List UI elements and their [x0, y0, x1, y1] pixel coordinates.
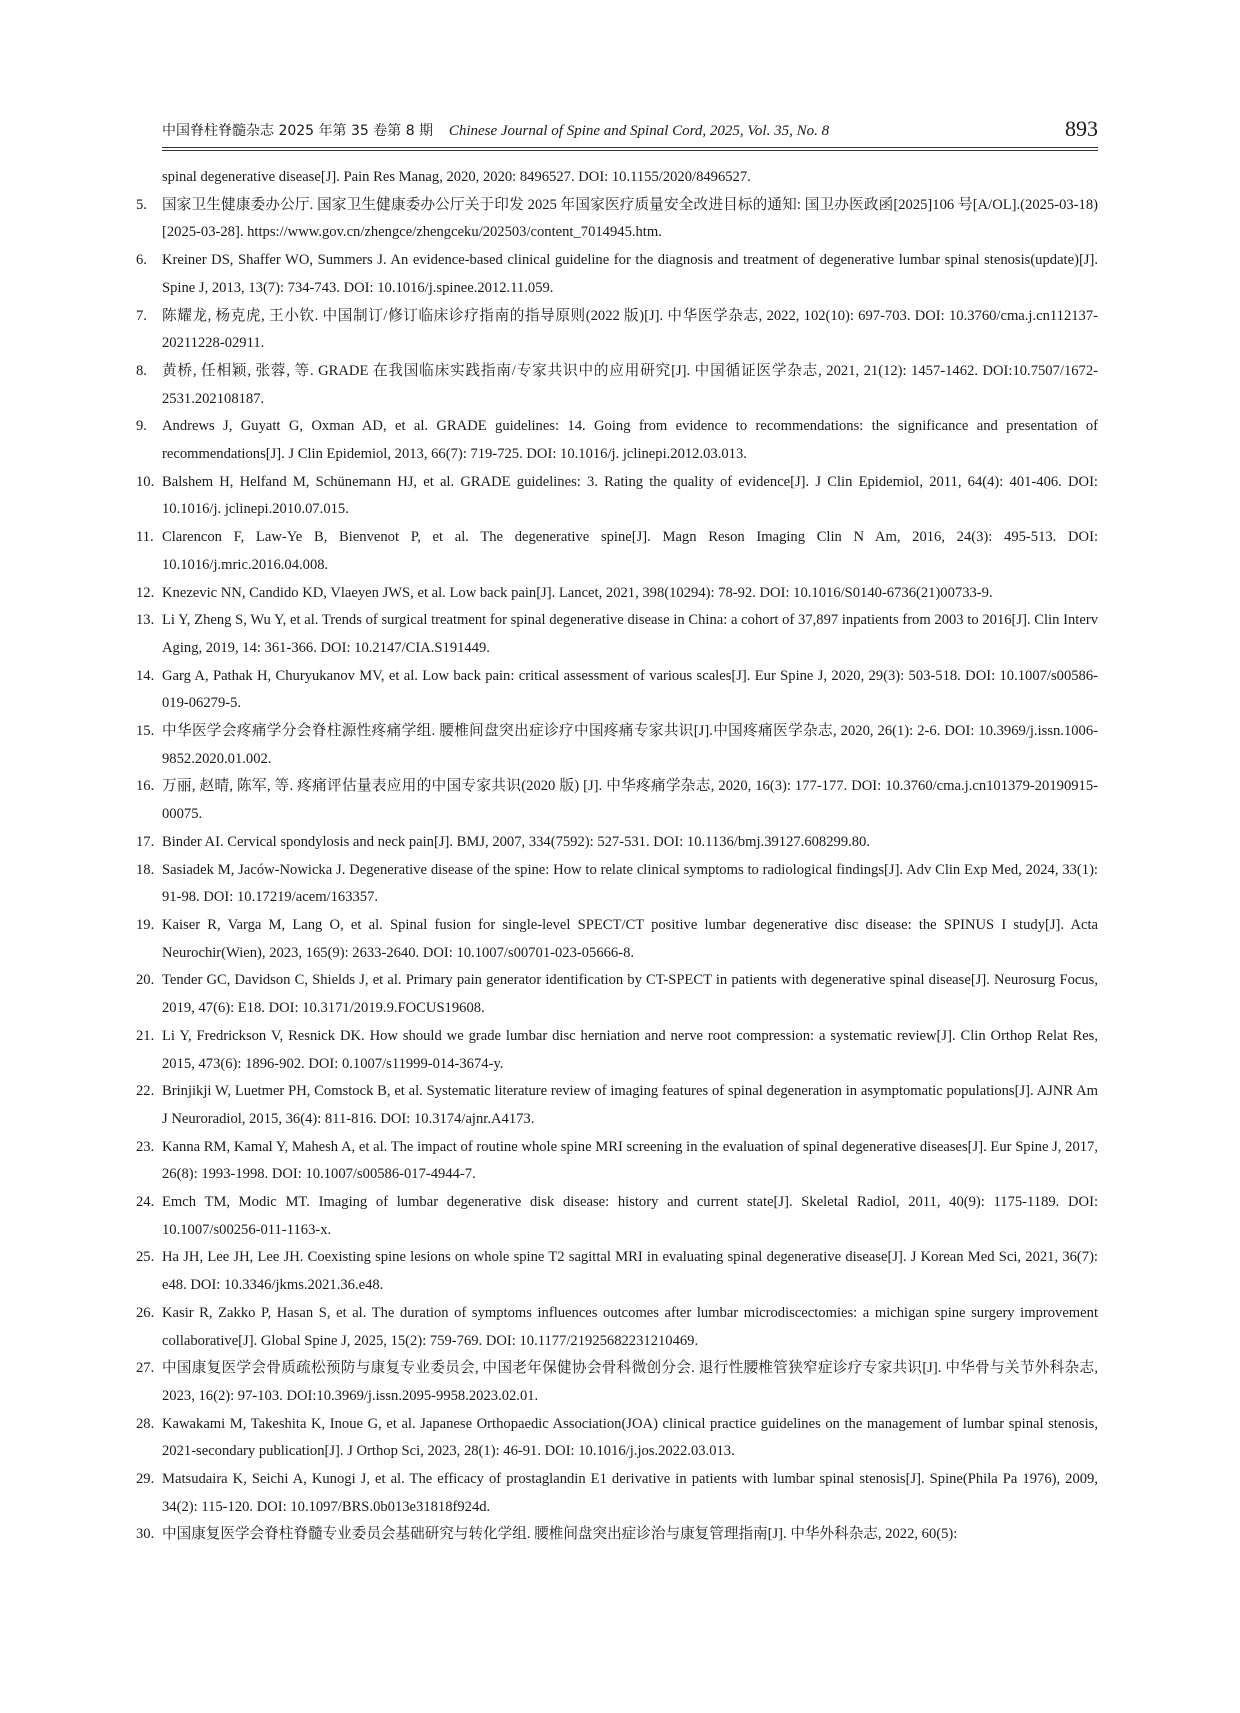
reference-text: Garg A, Pathak H, Churyukanov MV, et al. Low back pain: critical assessment of various scales[J]. Eur Spine J, 2020, 29(3): 503-518. DOI: 10.1007/s00586-019-06279-5. [162, 667, 1098, 712]
reference-item [136, 192, 1098, 247]
reference-number: 10. [136, 473, 155, 490]
reference-item [136, 912, 1098, 967]
reference-item [136, 358, 1098, 413]
reference-number: 9. [136, 418, 147, 435]
reference-number: 8. [136, 362, 147, 379]
reference-number: 19. [136, 916, 155, 933]
reference-text: 万丽, 赵晴, 陈军, 等. 疼痛评估量表应用的中国专家共识(2020 版) [J]. 中华疼痛学杂志, 2020, 16(3): 177-177. DOI: 10.3760/cma.j.cn101379-20190915-00075. [162, 778, 1098, 823]
reference-number: 18. [136, 861, 155, 878]
reference-item [136, 829, 1098, 857]
reference-item [136, 1355, 1098, 1410]
reference-number: 13. [136, 612, 155, 629]
reference-item [136, 580, 1098, 608]
reference-list [136, 164, 1098, 1549]
reference-item [136, 1023, 1098, 1078]
header-divider [162, 147, 1098, 151]
reference-item [136, 1466, 1098, 1521]
reference-item [136, 967, 1098, 1022]
reference-item [136, 663, 1098, 718]
reference-text: Binder AI. Cervical spondylosis and neck pain[J]. BMJ, 2007, 334(7592): 527-531. DOI: 10.1136/bmj.39127.608299.80. [162, 833, 871, 850]
reference-number: 26. [136, 1304, 155, 1321]
reference-number: 21. [136, 1027, 155, 1044]
reference-text: Kreiner DS, Shaffer WO, Summers J. An evidence-based clinical guideline for the diagnosis and treatment of degenerative lumbar spinal stenosis(update)[J]. Spine J, 2013, 13(7): 734-743. DOI: 10.1016/j.spinee.2012.11.059. [162, 252, 1098, 296]
reference-item [136, 1411, 1098, 1466]
reference-item [136, 1244, 1098, 1299]
reference-item [136, 524, 1098, 579]
reference-text: 陈耀龙, 杨克虎, 王小钦. 中国制订/修订临床诊疗指南的指导原则(2022 版)[J]. 中华医学杂志, 2022, 102(10): 697-703. DOI: 10.3760/cma.j.cn112137-20211228-02911. [162, 307, 1098, 352]
reference-text: Li Y, Zheng S, Wu Y, et al. Trends of surgical treatment for spinal degenerative disease in China: a cohort of 37,897 inpatients from 2003 to 2016[J]. Clin Interv Aging, 2019, 14: 361-366. DOI: 10.2147/CIA.S191449. [162, 612, 1098, 656]
reference-number: 24. [136, 1194, 155, 1211]
reference-number: 16. [136, 778, 155, 795]
reference-number: 29. [136, 1471, 155, 1488]
reference-item [136, 1300, 1098, 1355]
reference-text: Tender GC, Davidson C, Shields J, et al. Primary pain generator identification by CT-SPECT in patients with degenerative spinal disease[J]. Neurosurg Focus, 2019, 47(6): E18. DOI: 10.3171/2019.9.FOCUS19608. [162, 972, 1098, 1017]
reference-number: 23. [136, 1138, 155, 1155]
reference-text: Clarencon F, Law-Ye B, Bienvenot P, et al. The degenerative spine[J]. Magn Reson Imaging Clin N Am, 2016, 24(3): 495-513. DOI: 10.1016/j.mric.2016.04.008. [162, 529, 1098, 573]
reference-number: 28. [136, 1415, 155, 1432]
reference-item [136, 607, 1098, 662]
reference-item [136, 303, 1098, 358]
journal-title-en: Chinese Journal of Spine and Spinal Cord, 2025, Vol. 35, No. 8 [448, 123, 830, 139]
reference-number: 30. [136, 1526, 155, 1543]
reference-text: Ha JH, Lee JH, Lee JH. Coexisting spine lesions on whole spine T2 sagittal MRI in evaluating spinal degenerative disease[J]. J Korean Med Sci, 2021, 36(7): e48. DOI: 10.3346/jkms.2021.36.e48. [162, 1249, 1098, 1294]
reference-text: Kasir R, Zakko P, Hasan S, et al. The duration of symptoms influences outcomes after lumbar microdiscectomies: a michigan spine surgery improvement collaborative[J]. Global Spine J, 2025, 15(2): 759-769. DOI: 10.1177/21925682231210469. [162, 1304, 1098, 1349]
reference-text: Balshem H, Helfand M, Schünemann HJ, et al. GRADE guidelines: 3. Rating the quality of evidence[J]. J Clin Epidemiol, 2011, 64(4): 401-406. DOI: 10.1016/j. jclinepi.2010.07.015. [162, 473, 1098, 518]
reference-text: Knezevic NN, Candido KD, Vlaeyen JWS, et al. Low back pain[J]. Lancet, 2021, 398(10294): 78-92. DOI: 10.1016/S0140-6736(21)00733-9. [162, 584, 993, 601]
reference-text: Sasiadek M, Jaców-Nowicka J. Degenerative disease of the spine: How to relate clinical symptoms to radiological findings[J]. Adv Clin Exp Med, 2024, 33(1): 91-98. DOI: 10.17219/acem/163357. [162, 861, 1098, 906]
reference-item [136, 857, 1098, 912]
reference-text: 中国康复医学会脊柱脊髓专业委员会基础研究与转化学组. 腰椎间盘突出症诊治与康复管理指南[J]. 中华外科杂志, 2022, 60(5): [162, 1526, 958, 1543]
page-number: 893 [1065, 116, 1098, 141]
reference-text: Matsudaira K, Seichi A, Kunogi J, et al. The efficacy of prostaglandin E1 derivative in patients with lumbar spinal stenosis[J]. Spine(Phila Pa 1976), 2009, 34(2): 115-120. DOI: 10.1097/BRS.0b013e31818f924d. [162, 1471, 1098, 1515]
reference-text: 国家卫生健康委办公厅. 国家卫生健康委办公厅关于印发 2025 年国家医疗质量安全改进目标的通知: 国卫办医政函[2025]106 号[A/OL].(2025-03-18)[2025-03-28]. https://www.gov.cn/zhengce/zhengceku/202503/content_7014945.htm. [162, 196, 1098, 241]
reference-number: 20. [136, 972, 155, 989]
reference-text: 中国康复医学会骨质疏松预防与康复专业委员会, 中国老年保健协会骨科微创分会. 退行性腰椎管狭窄症诊疗专家共识[J]. 中华骨与关节外科杂志, 2023, 16(2): 97-103. DOI:10.3969/j.issn.2095-9958.2023.02.01. [162, 1360, 1098, 1404]
reference-item [136, 413, 1098, 468]
reference-item [136, 773, 1098, 828]
reference-number: 17. [136, 833, 155, 850]
reference-item [136, 1078, 1098, 1133]
reference-text: 黄桥, 任相颖, 张蓉, 等. GRADE 在我国临床实践指南/专家共识中的应用研究[J]. 中国循证医学杂志, 2021, 21(12): 1457-1462. DOI:10.7507/1672-2531.202108187. [162, 362, 1098, 407]
reference-number: 6. [136, 252, 147, 269]
reference-item [136, 469, 1098, 524]
reference-text: spinal degenerative disease[J]. Pain Res Manag, 2020, 2020: 8496527. DOI: 10.1155/2020/8496527. [162, 169, 751, 185]
reference-number: 14. [136, 667, 155, 684]
reference-text: 中华医学会疼痛学分会脊柱源性疼痛学组. 腰椎间盘突出症诊疗中国疼痛专家共识[J].中国疼痛医学杂志, 2020, 26(1): 2-6. DOI: 10.3969/j.issn.1006-9852.2020.01.002. [162, 723, 1098, 767]
journal-info [162, 120, 829, 140]
reference-text: Kanna RM, Kamal Y, Mahesh A, et al. The impact of routine whole spine MRI screening in the evaluation of spinal degenerative diseases[J]. Eur Spine J, 2017, 26(8): 1993-1998. DOI: 10.1007/s00586-017-4944-7. [162, 1138, 1098, 1183]
reference-item [136, 1134, 1098, 1189]
reference-number: 12. [136, 584, 155, 601]
reference-text: Andrews J, Guyatt G, Oxman AD, et al. GRADE guidelines: 14. Going from evidence to recommendations: the significance and presentation of recommendations[J]. J Clin Epidemiol, 2013, 66(7): 719-725. DOI: 10.1016/j. jclinepi.2012.03.013. [162, 418, 1098, 463]
reference-number: 7. [136, 307, 147, 324]
reference-number: 25. [136, 1249, 155, 1266]
reference-number: 22. [136, 1083, 155, 1100]
reference-text: Li Y, Fredrickson V, Resnick DK. How should we grade lumbar disc herniation and nerve root compression: a systematic review[J]. Clin Orthop Relat Res, 2015, 473(6): 1896-902. DOI: 0.1007/s11999-014-3674-y. [162, 1027, 1098, 1072]
reference-text: Kaiser R, Varga M, Lang O, et al. Spinal fusion for single-level SPECT/CT positive lumbar degenerative disc disease: the SPINUS I study[J]. Acta Neurochir(Wien), 2023, 165(9): 2633-2640. DOI: 10.1007/s00701-023-05666-8. [162, 916, 1098, 961]
reference-text: Kawakami M, Takeshita K, Inoue G, et al. Japanese Orthopaedic Association(JOA) clinical practice guidelines on the management of lumbar spinal stenosis, 2021-secondary publication[J]. J Orthop Sci, 2023, 28(1): 46-91. DOI: 10.1016/j.jos.2022.03.013. [162, 1415, 1098, 1460]
reference-text: Emch TM, Modic MT. Imaging of lumbar degenerative disk disease: history and current state[J]. Skeletal Radiol, 2011, 40(9): 1175-1189. DOI: 10.1007/s00256-011-1163-x. [162, 1194, 1098, 1238]
journal-title-cn: 中国脊柱脊髓杂志 2025 年第 35 卷第 8 期 [162, 123, 434, 139]
reference-item [136, 718, 1098, 773]
reference-item [136, 1521, 1098, 1549]
reference-number: 11. [136, 529, 154, 546]
reference-item [136, 164, 1098, 192]
reference-number: 27. [136, 1360, 155, 1377]
reference-item [136, 1189, 1098, 1244]
reference-number: 15. [136, 723, 155, 740]
running-header [162, 116, 1098, 146]
reference-text: Brinjikji W, Luetmer PH, Comstock B, et al. Systematic literature review of imaging features of spinal degeneration in asymptomatic populations[J]. AJNR Am J Neuroradiol, 2015, 36(4): 811-816. DOI: 10.3174/ajnr.A4173. [162, 1083, 1098, 1127]
reference-item [136, 247, 1098, 302]
reference-number: 5. [136, 196, 147, 213]
